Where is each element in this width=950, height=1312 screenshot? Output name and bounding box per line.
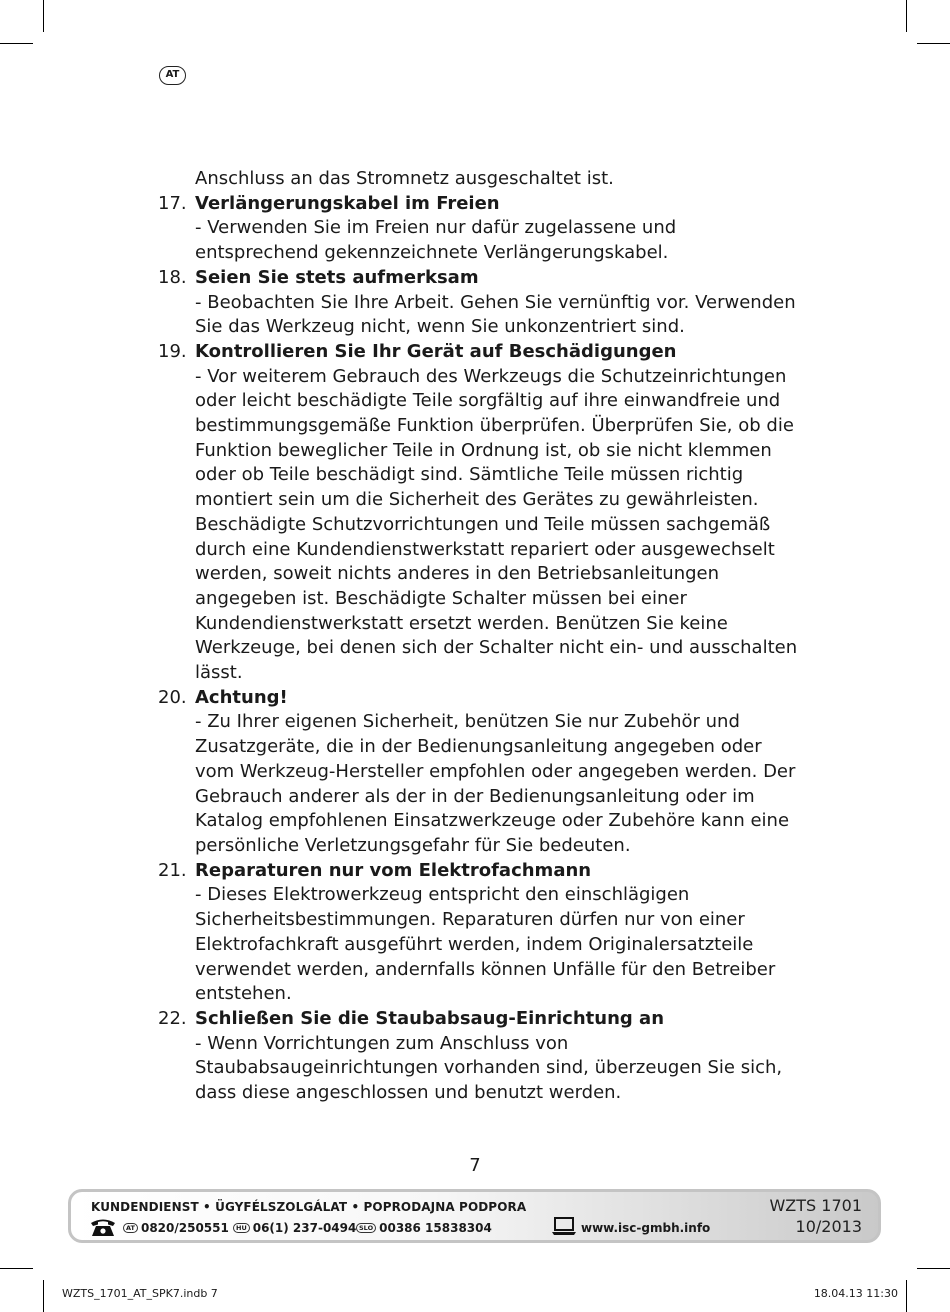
crop-mark — [906, 0, 907, 32]
list-item — [158, 266, 798, 340]
country-code-badge: HU — [233, 1223, 250, 1233]
phone-number: 0820/250551 — [140, 1221, 229, 1235]
item-title: Schließen Sie die Staubabsaug-Einrichtung an — [195, 1007, 665, 1029]
language-badge: AT — [159, 66, 186, 85]
item-title: Kontrollieren Sie Ihr Gerät auf Beschädigungen — [195, 340, 677, 362]
item-text: - Vor weiterem Gebrauch des Werkzeugs die Schutzeinrichtungen oder leicht beschädigte Teile sorgfältig auf ihre einwandfreie und bestimmungsgemäße Funktion überprüfen. Überprüfen Sie, ob die Funktion beweglicher Teile in Ordnung ist, ob sie nicht klemmen oder ob Teile beschädigt sind. Sämtliche Teile müssen richtig montiert sein um die Sicherheit des Gerätes zu gewährleisten. Beschädigte Schutzvorrichtungen und Teile müssen sachgemäß durch eine Kundendienstwerkstatt repariert oder ausgewechselt werden, soweit nichts anderes in den Betriebsanleitungen angegeben ist. Beschädigte Schalter müssen bei einer Kundendienstwerkstatt ersetzt werden. Benützen Sie keine Werkzeuge, bei denen sich der Schalter nicht ein- und ausschalten lässt. — [195, 365, 798, 684]
country-code-badge: AT — [123, 1223, 138, 1233]
item-text: - Wenn Vorrichtungen zum Anschluss von Staubabsaugeinrichtungen vorhanden sind, überzeugen Sie sich, dass diese angeschlossen und benutzt werden. — [195, 1032, 783, 1104]
imprint-filename: WZTS_1701_AT_SPK7.indb 7 — [62, 1287, 218, 1300]
item-number: 22. — [158, 1007, 187, 1029]
list-item — [158, 686, 798, 859]
crop-mark — [917, 1268, 950, 1269]
item-number: 20. — [158, 686, 187, 708]
service-title: KUNDENDIENST • ÜGYFÉLSZOLGÁLAT • POPRODAJNA PODPORA — [91, 1200, 527, 1214]
item-number: 17. — [158, 192, 187, 214]
country-code-badge: SLO — [356, 1223, 376, 1233]
list-item — [158, 1007, 798, 1106]
item-title: Achtung! — [195, 686, 288, 708]
item-number: 19. — [158, 340, 187, 362]
item-title: Verlängerungskabel im Freien — [195, 192, 500, 214]
phone-number: 00386 15838304 — [379, 1221, 492, 1235]
crop-mark — [43, 0, 44, 32]
telephone-icon — [89, 1217, 117, 1237]
list-item — [158, 340, 798, 686]
item-title: Reparaturen nur vom Elektrofachmann — [195, 859, 592, 881]
item-text: - Dieses Elektrowerkzeug entspricht den einschlägigen Sicherheitsbestimmungen. Reparaturen dürfen nur von einer Elektrofachkraft ausgeführt werden, indem Originalersatzteile verwendet werden, andernfalls können Unfälle für den Betreiber entstehen. — [195, 884, 776, 1005]
edition-date: 10/2013 — [795, 1217, 862, 1236]
list-item — [158, 859, 798, 1007]
item-number: 18. — [158, 266, 187, 288]
phone-number: 06(1) 237-0494 — [252, 1221, 357, 1235]
crop-mark — [917, 43, 950, 44]
laptop-icon — [551, 1216, 577, 1236]
item-number: 21. — [158, 859, 187, 881]
page-number: 7 — [469, 1155, 481, 1176]
crop-mark — [0, 1268, 33, 1269]
item-title: Seien Sie stets aufmerksam — [195, 266, 479, 288]
phone-slo — [356, 1221, 492, 1235]
crop-mark — [0, 43, 33, 44]
intro-text: Anschluss an das Stromnetz ausgeschaltet ist. — [195, 168, 614, 189]
service-footer — [68, 1189, 881, 1243]
model-number: WZTS 1701 — [769, 1196, 862, 1215]
website-link[interactable]: www.isc-gmbh.info — [581, 1221, 711, 1235]
crop-mark — [906, 1280, 907, 1312]
item-text: - Verwenden Sie im Freien nur dafür zugelassene und entsprechend gekennzeichnete Verlängerungskabel. — [195, 217, 677, 264]
crop-mark — [43, 1280, 44, 1312]
item-text: - Beobachten Sie Ihre Arbeit. Gehen Sie vernünftig vor. Verwenden Sie das Werkzeug nicht, wenn Sie unkonzentriert sind. — [195, 291, 796, 338]
imprint-timestamp: 18.04.13 11:30 — [813, 1287, 898, 1300]
instructions-content — [158, 167, 798, 1106]
phone-at — [123, 1221, 229, 1235]
list-item — [158, 192, 798, 266]
item-text: - Zu Ihrer eigenen Sicherheit, benützen Sie nur Zubehör und Zusatzgeräte, die in der Bedienungsanleitung angegeben oder vom Werkzeug-Hersteller empfohlen oder angegeben werden. Der Gebrauch anderer als der in der Bedienungsanleitung oder im Katalog empfohlenen Einsatzwerkzeuge oder Zubehöre kann eine persönliche Verletzungsgefahr für Sie bedeuten. — [195, 711, 796, 856]
phone-hu — [233, 1221, 356, 1235]
